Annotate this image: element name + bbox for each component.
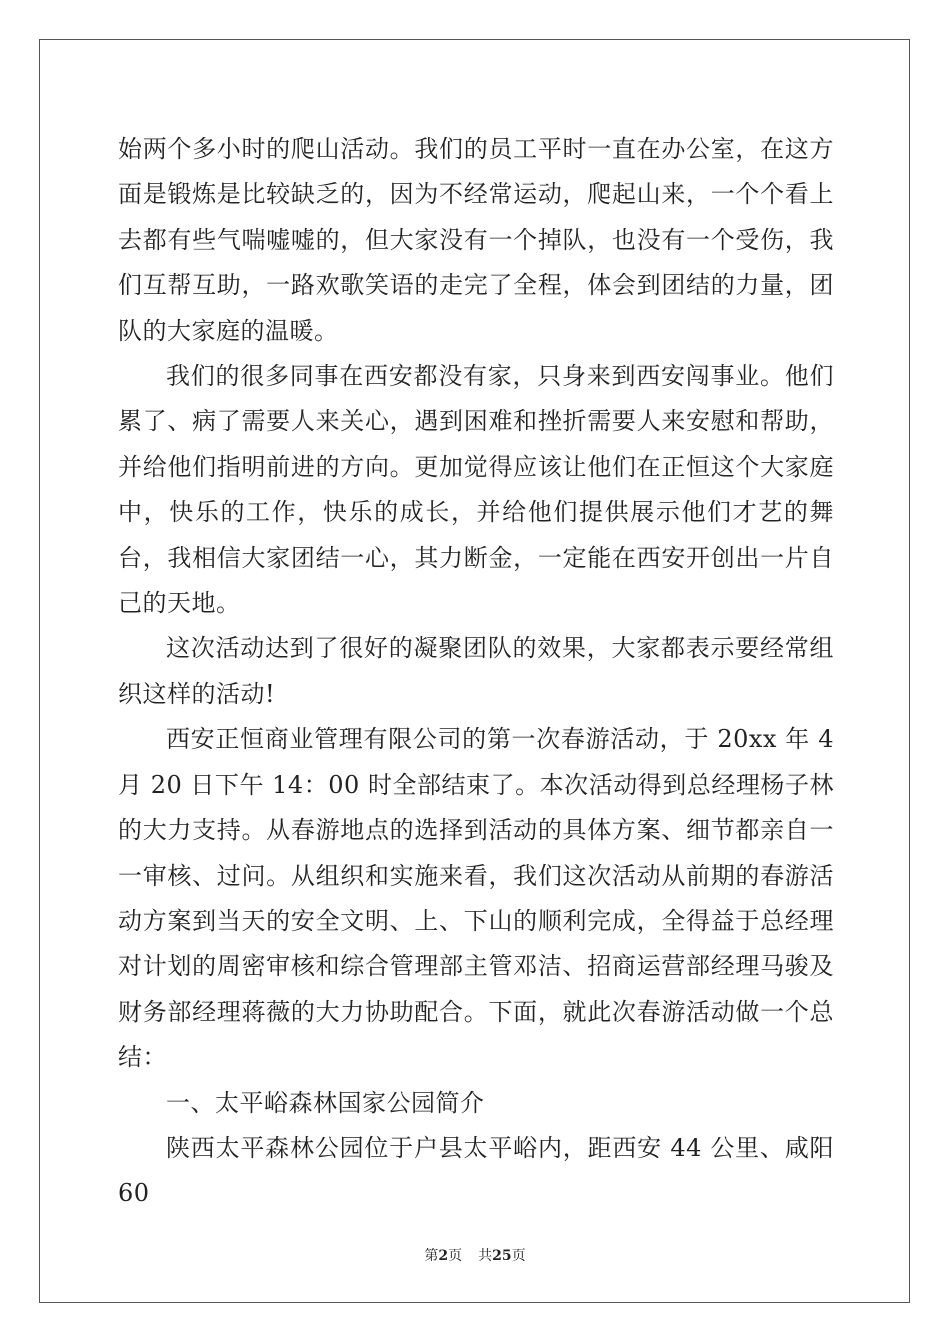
total-label-suffix: 页 (511, 1248, 526, 1264)
total-label-prefix: 共 (478, 1248, 493, 1264)
paragraph-1: 始两个多小时的爬山活动。我们的员工平时一直在办公室，在这方面是锻炼是比较缺乏的，因为不经常运动，爬起山来，一个个看上去都有些气喘嘘嘘的，但大家没有一个掉队，也没有一个受伤，我们互帮互助，一路欢歌笑语的走完了全程，体会到团结的力量，团队的大家庭的温暖。 (118, 135, 834, 345)
paragraph-4: 西安正恒商业管理有限公司的第一次春游活动，于 20xx 年 4 月 20 日下午 14：00 时全部结束了。本次活动得到总经理杨子林的大力支持。从春游地点的选择到活动的具体方案、细节都亲自一一审核、过问。从组织和实施来看，我们这次活动从前期的春游活动方案到当天的安全文明、上、下山的顺利完成，全得益于总经理对计划的周密审核和综合管理部主管邓洁、招商运营部经理马骏及财务部经理蒋薇的大力协助配合。下面，就此次春游活动做一个总结： (118, 725, 834, 1072)
page-label-suffix: 页 (448, 1248, 463, 1264)
paragraph-3: 这次活动达到了很好的凝聚团队的效果，大家都表示要经常组织这样的活动! (118, 634, 834, 708)
page-footer (0, 1247, 950, 1265)
section-heading: 一、太平峪森林国家公园简介 (166, 1088, 485, 1117)
page-label-prefix: 第 (424, 1248, 439, 1264)
document-body (118, 127, 834, 1217)
page-current: 2 (438, 1248, 449, 1264)
paragraph-2: 我们的很多同事在西安都没有家，只身来到西安闯事业。他们累了、病了需要人来关心，遇到困难和挫折需要人来安慰和帮助，并给他们指明前进的方向。更加觉得应该让他们在正恒这个大家庭中，快乐的工作，快乐的成长，并给他们提供展示他们才艺的舞台，我相信大家团结一心，其力断金，一定能在西安开创出一片自己的天地。 (118, 362, 834, 618)
page-total: 25 (492, 1248, 512, 1264)
paragraph-5: 陕西太平森林公园位于户县太平峪内，距西安 44 公里、咸阳 60 (118, 1133, 834, 1208)
